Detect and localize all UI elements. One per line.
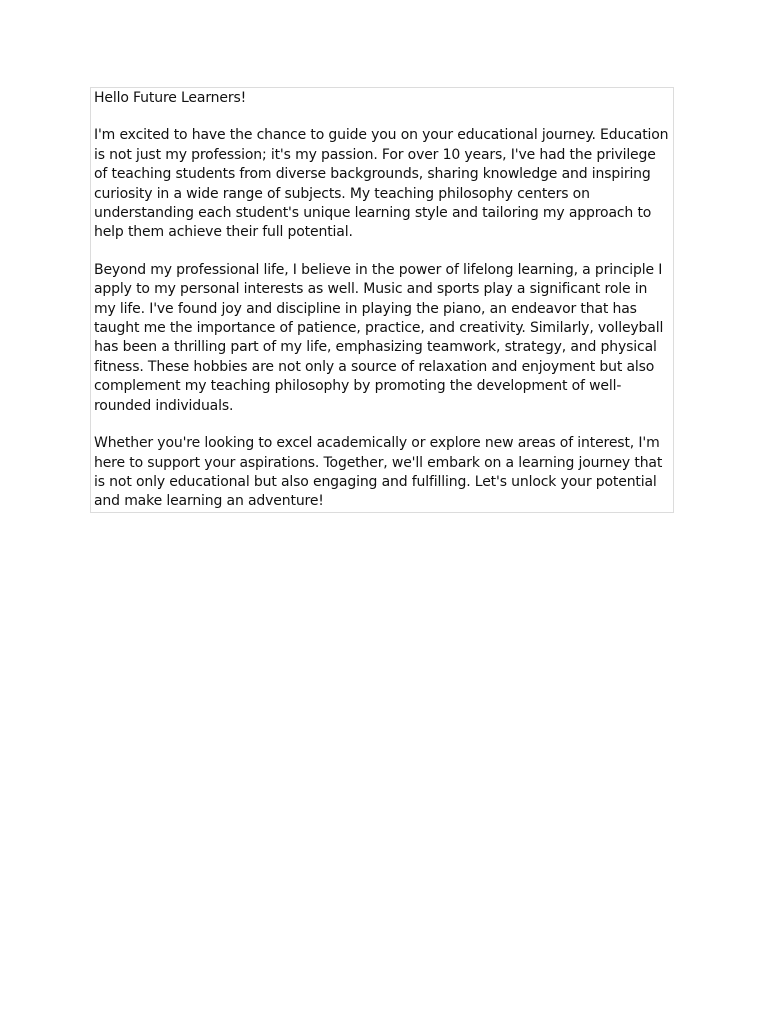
intro-paragraph: I'm excited to have the chance to guide you on your educational journey. Education is not just my profession; it's my passion. For over 10 years, I've had the privilege of teaching students from diverse backgrounds, sharing knowledge and inspiring curiosity in a wide range of subjects. My teaching philosophy centers on understanding each student's unique learning style and tailoring my approach to help them achieve their full potential. [94, 127, 669, 241]
letter-text-box [90, 87, 674, 513]
closing-paragraph: Whether you're looking to excel academically or explore new areas of interest, I'm here to support your aspirations. Together, we'll embark on a learning journey that is not only educational but also engaging and fulfilling. Let's unlock your potential and make learning an adventure! [94, 435, 663, 510]
greeting-line: Hello Future Learners! [94, 90, 247, 106]
interests-paragraph: Beyond my professional life, I believe in the power of lifelong learning, a principle I apply to my personal interests as well. Music and sports play a significant role in my life. I've found joy and discipline in playing the piano, an endeavor that has taught me the importance of patience, practice, and creativity. Similarly, volleyball has been a thrilling part of my life, emphasizing teamwork, strategy, and physical fitness. These hobbies are not only a source of relaxation and enjoyment but also complement my teaching philosophy by promoting the development of well-rounded individuals. [94, 261, 664, 414]
